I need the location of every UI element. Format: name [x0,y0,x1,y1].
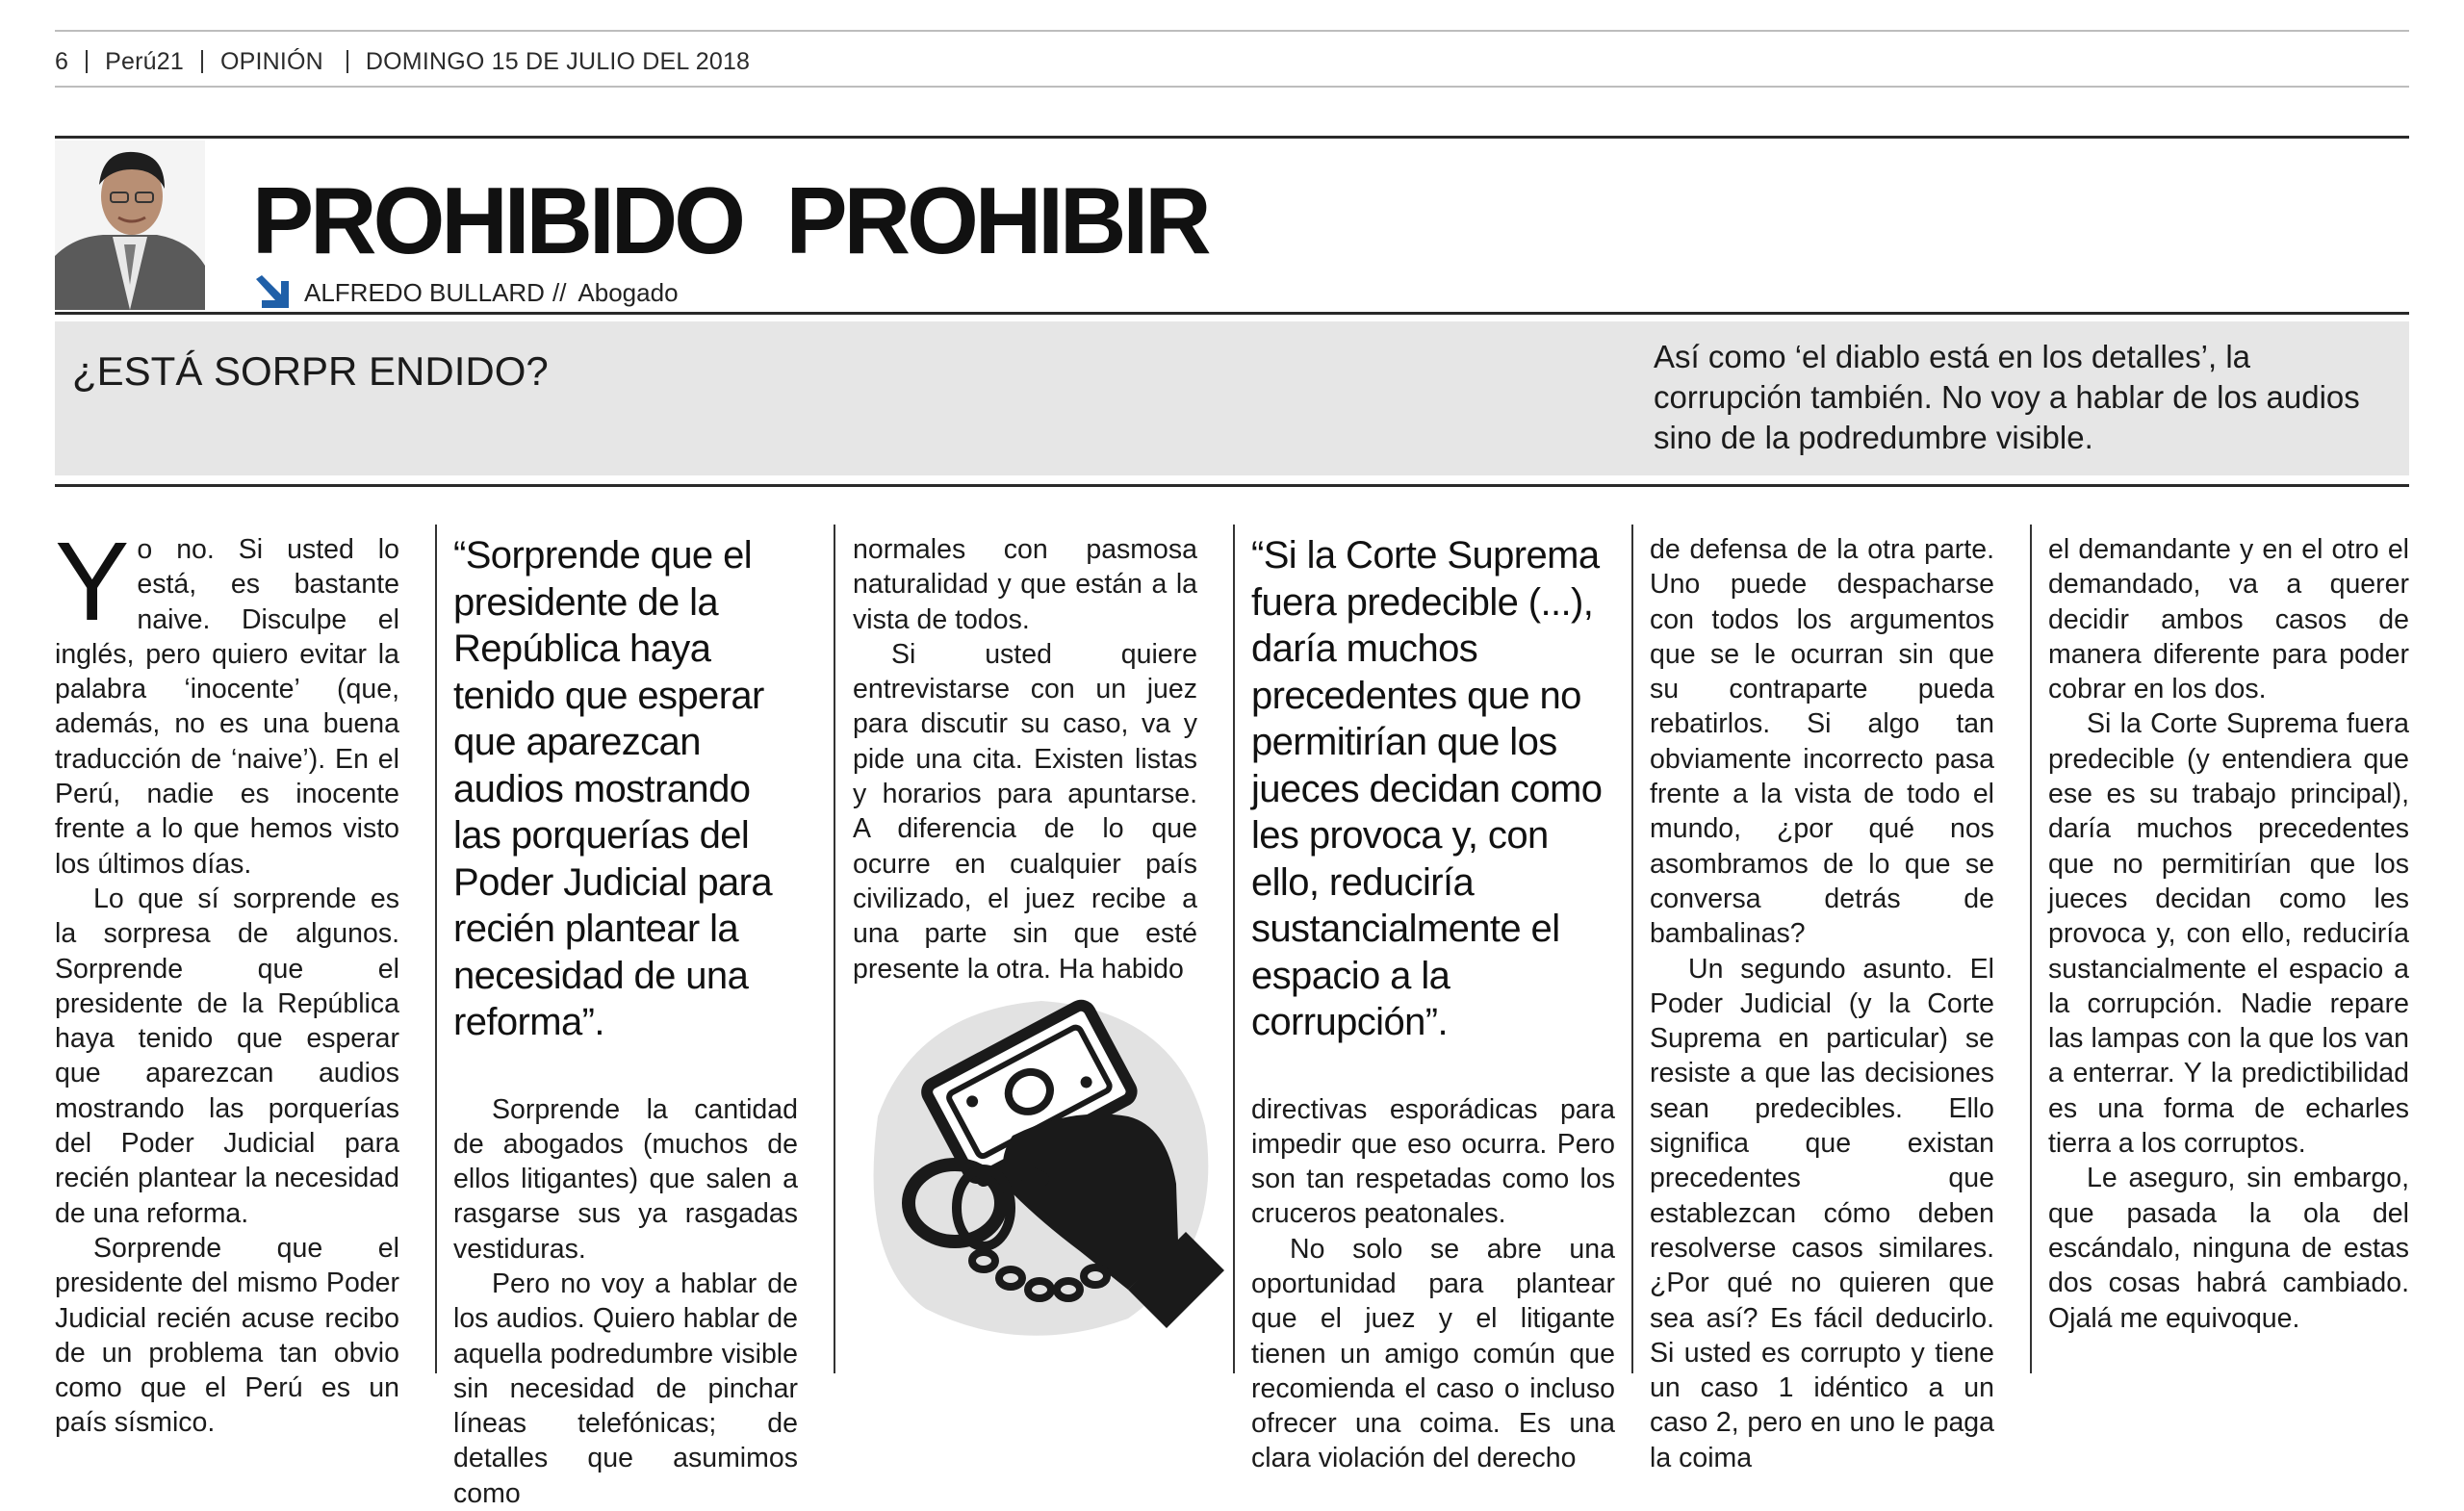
drop-cap: Y [55,519,130,644]
paragraph: de defensa de la otra parte. Uno puede despacharse con todos los argumentos que se le ocurran sin que su contraparte pueda rebatirlos. Si algo tan obviamente incorrecto pasa frente a la vista de todo el mundo, ¿por qué nos asombramos de lo que se conversa detrás de bambalinas? [1650,534,1994,950]
summary: Así como ‘el diablo está en los detalles’, la corrupción también. No voy a hablar de los audios sino de la podredumbre visible. [1654,339,2360,455]
text-column-2 [453,532,798,1511]
column-divider [1233,525,1235,1373]
paragraph: el demandante y en el otro el demandado, va a querer decidir ambos casos de manera diferente para poder cobrar en los dos. [2048,534,2409,705]
page-number: 6 [55,47,69,75]
column-title: PROHIBIDO PROHIBIR [252,167,1208,273]
handcuffed-hand-with-money-icon [839,972,1234,1357]
paragraph: Yo no. Si usted lo está, es bastante naive. Disculpe el inglés, pero quiero evitar la palabra ‘inocente’ (que, además, no es una buena traducción de ‘naive’). En el Perú, nadie es inocente frente a lo que hemos visto los últimos días. [55,519,399,880]
title-bottom-rule [55,312,2409,315]
publication-name: Perú21 [105,47,184,75]
pull-quote: “Si la Corte Suprema fuera predecible (...), daría muchos precedentes que no permitirían que los jueces decidan como les provoca y, con ello, reduciría sustancialmente el espacio a la corrupción”. [1251,534,1603,1043]
text-column-4 [1251,532,1615,1476]
folio-divider [346,50,348,73]
headline: ¿ESTÁ SORPR ENDIDO? [72,348,549,394]
column-divider [435,525,437,1373]
text-column-1 [55,519,399,1441]
column-divider [2030,525,2032,1373]
paragraph: Si la Corte Suprema fuera predecible (y entendiera que ese es su trabajo principal), daría muchos precedentes que no permitirían que los jueces decidan como les provoca y, con ello, reduciría sustancialmente el espacio a la corrupción. Nadie repare las lampas con la que los van a enterrar. Y la predictibilidad es una forma de echarles tierra a los corruptos. [2048,708,2409,1160]
paragraph: Sorprende la cantidad de abogados (muchos de ellos litigantes) que salen a rasgarse sus ya rasgadas vestiduras. [453,1093,798,1265]
column-divider [1631,525,1633,1373]
author-role: Abogado [578,277,679,307]
paragraph: Si usted quiere entrevistarse con un juez para discutir su caso, va y pide una cita. Existen listas y horarios para apuntarse. A diferencia de lo que ocurre en cualquier país civilizado, el juez recibe a una parte sin que esté presente la otra. Ha habido [853,638,1197,985]
text-column-5 [1650,532,1994,1475]
article-deck [55,321,2409,475]
pull-quote: “Sorprende que el presidente de la República haya tenido que esperar que aparezcan audios mostrando las porquerías del Poder Judicial para recién plantear la necesidad de una reforma”. [453,534,773,1043]
paragraph: normales con pasmosa naturalidad y que están a la vista de todos. [853,534,1197,635]
author-photo [55,141,205,310]
paragraph: No solo se abre una oportunidad para plantear que el juez y el litigante tienen un amigo común que recomienda el caso o incluso ofrecer una coima. Es una clara violación del derecho [1251,1233,1615,1474]
paragraph: Pero no voy a hablar de los audios. Quiero hablar de aquella podredumbre visible sin necesidad de pinchar líneas telefónicas; de detalles que asumimos como [453,1268,798,1509]
paragraph: Lo que sí sorprende es la sorpresa de algunos. Sorprende que el presidente de la República haya tenido que esperar que aparezcan audios mostrando las porquerías del Poder Judicial para recién plantear la necesidad de una reforma. [55,883,399,1229]
paragraph: directivas esporádicas para impedir que eso ocurra. Pero son tan respetadas como los cruceros peatonales. [1251,1093,1615,1230]
column-top-rule [55,136,2409,139]
text-column-3 [853,532,1197,986]
folio-divider [201,50,203,73]
section-name: OPINIÓN [219,47,323,75]
paragraph: Un segundo asunto. El Poder Judicial (y la Corte Suprema en particular) se resiste a que las decisiones sean predecibles. Ello significa que existan precedentes que establezcan cómo deben resolverse casos similares. ¿Por qué no quieren que sea así? Es fácil deducirlo. Si usted es corrupto y tiene un caso 1 idéntico a un caso 2, pero en uno le paga la coima [1650,953,1994,1473]
folio-divider [86,50,88,73]
author-name: ALFREDO BULLARD [304,277,545,307]
column-divider [834,525,835,1373]
folio-bottom-rule [55,86,2409,88]
folio-bar [55,42,750,81]
deck-bottom-rule [55,484,2409,487]
top-rule [55,30,2409,32]
byline-separator: // [552,277,567,307]
arrow-down-right-icon [252,273,293,312]
paragraph: Sorprende que el presidente del mismo Poder Judicial recién acuse recibo de un problema tan obvio como que el Perú es un país sísmico. [55,1232,399,1439]
paragraph: Le aseguro, sin embargo, que pasada la ola del escándalo, ninguna de estas dos cosas habrá cambiado. Ojalá me equivoque. [2048,1163,2409,1334]
issue-date: DOMINGO 15 DE JULIO DEL 2018 [365,47,751,75]
text-column-6 [2048,532,2409,1336]
byline [252,273,679,312]
